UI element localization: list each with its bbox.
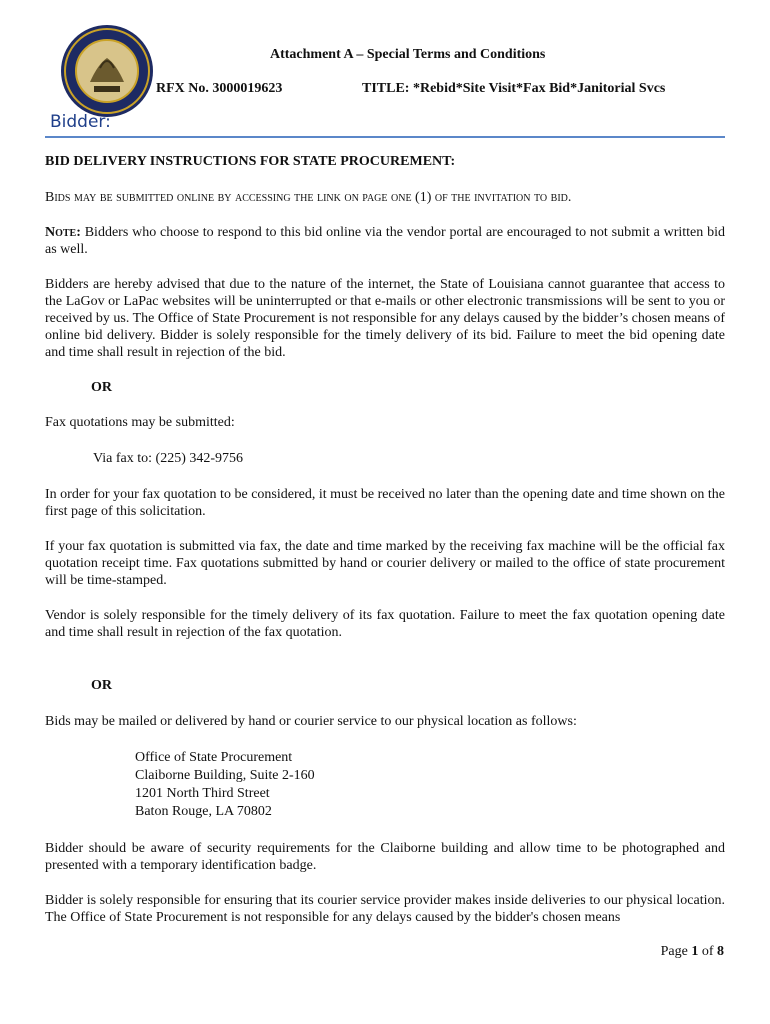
or-separator-2: OR: [91, 678, 112, 693]
section-heading: BID DELIVERY INSTRUCTIONS FOR STATE PROCUREMENT:: [45, 154, 456, 169]
mail-intro: Bids may be mailed or delivered by hand or courier service to our physical location as follows:: [45, 714, 577, 729]
online-submission-text: Bids may be submitted online by accessing the link on page one (1) of the invitation to bid.: [45, 190, 572, 205]
document-body: [45, 153, 725, 926]
internet-disclaimer: Bidders are hereby advised that due to the nature of the internet, the State of Louisiana cannot guarantee that access to the LaGov or LaPac websites will be uninterrupted or that e-mails or other electronic transmissions will be sent to you or received by us. The Office of State Procurement is not responsible for any delays caused by the bidder’s chosen means of online bid delivery. Bidder is solely responsible for the timely delivery of its bid. Failure to meet the bid opening date and time shall result in rejection of the bid.: [45, 277, 725, 360]
mailing-address: [45, 749, 725, 821]
address-line: Office of State Procurement: [135, 750, 293, 765]
note-paragraph: [45, 224, 725, 258]
note-text: Bidders who choose to respond to this bid online via the vendor portal are encouraged to not submit a written bid as well.: [45, 225, 725, 257]
rfx-number: RFX No. 3000019623: [156, 81, 283, 96]
or-separator-1: OR: [91, 380, 112, 395]
vendor-responsibility-text: Vendor is solely responsible for the timely delivery of its fax quotation. Failure to meet the fax quotation opening date and time shall result in rejection of the fax quotation.: [45, 608, 725, 640]
document-title: Attachment A – Special Terms and Conditions: [270, 47, 546, 62]
note-label: Note:: [45, 225, 81, 240]
address-line: Baton Rouge, LA 70802: [135, 804, 272, 819]
courier-responsibility-text: Bidder is solely responsible for ensuring that its courier service provider makes inside deliveries to our physical location. The Office of State Procurement is not responsible for any delays caused by the bidder's chosen means: [45, 893, 725, 925]
fax-intro: Fax quotations may be submitted:: [45, 415, 235, 430]
fax-number: Via fax to: (225) 342-9756: [93, 451, 244, 466]
security-requirements-text: Bidder should be aware of security requirements for the Claiborne building and allow time to be photographed and presented with a temporary identification badge.: [45, 841, 725, 873]
header-divider: [45, 136, 725, 138]
bidder-label: Bidder:: [50, 112, 111, 132]
bid-title: TITLE: *Rebid*Site Visit*Fax Bid*Janitorial Svcs: [362, 81, 666, 96]
fax-deadline-text: In order for your fax quotation to be considered, it must be received no later than the opening date and time shown on the first page of this solicitation.: [45, 487, 725, 519]
state-seal-logo: [60, 24, 154, 118]
fax-receipt-text: If your fax quotation is submitted via fax, the date and time marked by the receiving fax machine will be the official fax quotation receipt time. Fax quotations submitted by hand or courier delivery or mailed to the office of state procurement will be time-stamped.: [45, 539, 725, 588]
address-line: 1201 North Third Street: [135, 786, 270, 801]
page-number: Page 1 of 8: [660, 944, 724, 959]
address-line: Claiborne Building, Suite 2-160: [135, 768, 315, 783]
